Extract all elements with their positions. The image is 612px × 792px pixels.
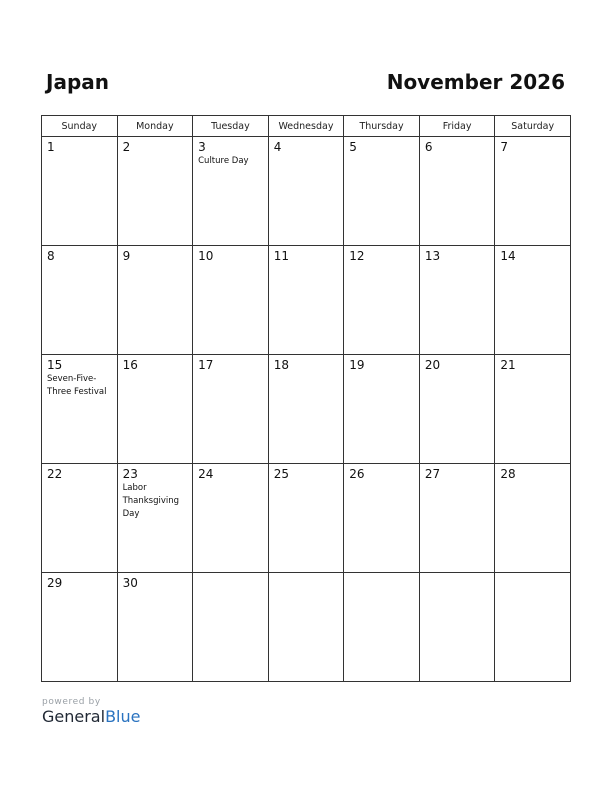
day-cell	[268, 137, 344, 246]
day-cell	[193, 137, 269, 246]
day-cell	[117, 355, 193, 464]
day-number: 23	[122, 467, 138, 481]
weekday-sunday: Sunday	[42, 116, 118, 137]
weekday-friday: Friday	[419, 116, 495, 137]
day-cell	[419, 464, 495, 573]
weekday-saturday: Saturday	[495, 116, 571, 137]
day-number: 20	[424, 358, 441, 372]
day-number: 12	[349, 249, 365, 263]
weekday-thursday: Thursday	[344, 116, 420, 137]
day-number: 10	[198, 249, 214, 263]
day-cell	[419, 137, 495, 246]
day-number: 3	[198, 140, 206, 154]
holiday-label: Seven-Five-Three Festival	[47, 374, 107, 397]
day-number: 1	[47, 140, 55, 154]
month-title: November 2026	[386, 70, 565, 94]
day-number: 6	[424, 140, 433, 154]
day-cell	[193, 464, 269, 573]
day-number: 16	[122, 358, 138, 372]
calendar-header	[41, 70, 571, 98]
week-row-3	[42, 355, 571, 464]
country-title: Japan	[46, 70, 109, 94]
day-number: 25	[273, 467, 289, 481]
day-cell	[419, 573, 495, 682]
brand-logo[interactable]	[42, 707, 140, 726]
day-number: 14	[500, 249, 516, 263]
day-number: 22	[47, 467, 63, 481]
day-number: 17	[198, 358, 214, 372]
day-cell	[117, 464, 193, 573]
day-number: 24	[198, 467, 214, 481]
day-number: 4	[273, 140, 282, 154]
week-row-5	[42, 573, 571, 682]
brand-name-part2: Blue	[105, 707, 141, 726]
week-row-1	[42, 137, 571, 246]
day-cell	[42, 137, 118, 246]
day-number: 21	[500, 358, 516, 372]
day-number: 29	[47, 576, 63, 590]
day-number: 26	[349, 467, 365, 481]
day-cell	[495, 137, 571, 246]
day-cell	[419, 246, 495, 355]
powered-by-label: powered by	[42, 697, 101, 707]
day-number: 19	[349, 358, 365, 372]
day-number: 5	[349, 140, 357, 154]
day-number: 11	[273, 249, 289, 263]
day-cell	[268, 246, 344, 355]
day-cell	[344, 137, 420, 246]
day-cell	[495, 246, 571, 355]
day-number: 28	[500, 467, 516, 481]
day-cell	[495, 573, 571, 682]
day-cell	[117, 573, 193, 682]
day-number: 15	[47, 358, 63, 372]
day-cell	[344, 246, 420, 355]
day-cell	[268, 464, 344, 573]
day-cell	[42, 246, 118, 355]
day-number: 30	[122, 576, 138, 590]
day-number: 8	[47, 249, 55, 263]
calendar-grid	[41, 115, 571, 682]
day-cell	[268, 355, 344, 464]
day-cell	[42, 464, 118, 573]
day-number: 18	[273, 358, 289, 372]
weekday-tuesday: Tuesday	[193, 116, 269, 137]
day-cell	[419, 355, 495, 464]
week-row-2	[42, 246, 571, 355]
day-number: 9	[122, 249, 131, 263]
day-cell	[268, 573, 344, 682]
weekday-wednesday: Wednesday	[268, 116, 344, 137]
week-row-4	[42, 464, 571, 573]
day-cell	[193, 355, 269, 464]
day-number: 13	[424, 249, 441, 263]
day-cell	[344, 355, 420, 464]
day-cell	[117, 137, 193, 246]
footer-branding	[42, 697, 140, 726]
day-cell	[344, 573, 420, 682]
day-cell	[495, 355, 571, 464]
weekday-monday: Monday	[117, 116, 193, 137]
holiday-label: Labor Thanksgiving Day	[122, 483, 180, 519]
day-cell	[42, 355, 118, 464]
day-cell	[344, 464, 420, 573]
brand-name-part1: General	[42, 707, 106, 726]
day-cell	[117, 246, 193, 355]
day-number: 7	[500, 140, 509, 154]
weekday-header-row	[42, 116, 571, 137]
day-cell	[193, 573, 269, 682]
day-cell	[495, 464, 571, 573]
day-number: 2	[122, 140, 131, 154]
holiday-label: Culture Day	[198, 156, 249, 166]
day-cell	[42, 573, 118, 682]
day-number: 27	[424, 467, 441, 481]
day-cell	[193, 246, 269, 355]
